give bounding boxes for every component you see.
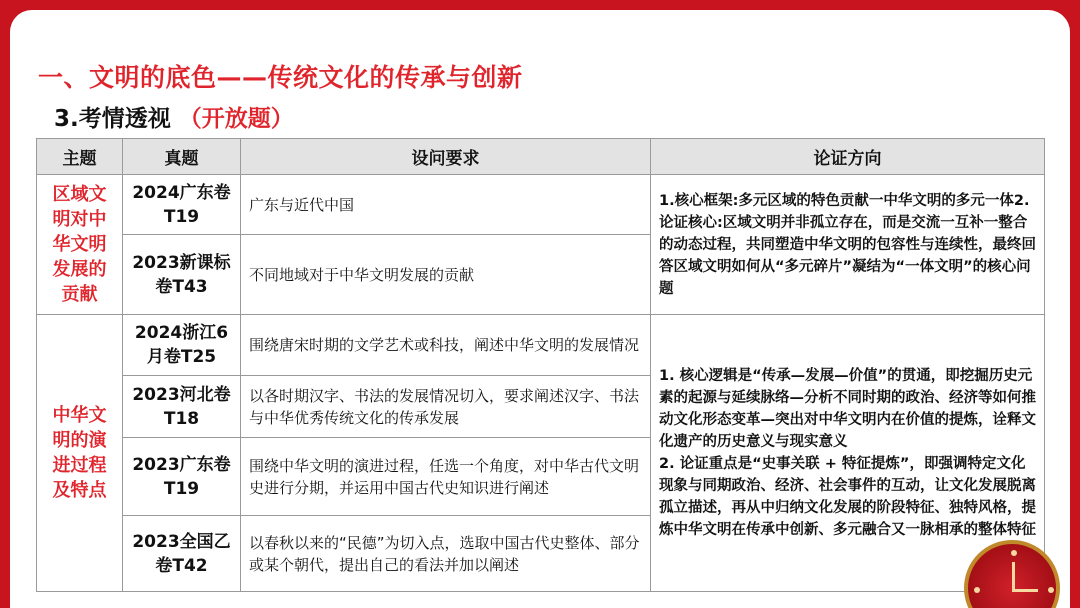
theme-cell: 区域文明对中华文明发展的贡献 bbox=[37, 175, 123, 315]
exam-cell: 2023全国乙卷T42 bbox=[123, 516, 241, 592]
exam-cell: 2024广东卷T19 bbox=[123, 175, 241, 235]
page-title: 一、文明的底色——传统文化的传承与创新 bbox=[38, 63, 523, 92]
header-exam: 真题 bbox=[123, 139, 241, 175]
direction-text: 1. 核心逻辑是“传承—发展—价值”的贯通，即挖掘历史元素的起源与延续脉络—分析不同时期的政治、经济等如何推动文化形态变革—突出对中华文明内在价值的提炼，诠释文化遗产的历史意义与现实意义 2. 论证重点是“史事关联 + 特征提炼”，即强调特定文化现象与同期政治、经济、社会事件的互动，让文化发展脱离孤立描述，再从中归纳文化发展的阶段特征、独特风格，提炼中华文明在传承中创新、多元融合又一脉相承的整体特征 bbox=[659, 368, 1036, 538]
clock-mark bbox=[1011, 550, 1017, 556]
header-direction: 论证方向 bbox=[651, 139, 1045, 175]
clock-mark bbox=[974, 587, 980, 593]
direction-cell: 1.核心框架:多元区域的特色贡献一中华文明的多元一体2.论证核心:区域文明并非孤立存在，而是交流一互补一整合的动态过程，共同塑造中华文明的包容性与连续性，最终回答区域文明如何从“多元碎片”凝结为“一体文明”的核心问题 bbox=[651, 175, 1045, 315]
exam-cell: 2024浙江6月卷T25 bbox=[123, 315, 241, 376]
requirement-cell: 广东与近代中国 bbox=[241, 175, 651, 235]
subtitle-main: 3.考情透视 bbox=[54, 106, 171, 132]
slide-canvas bbox=[10, 10, 1070, 608]
header-theme: 主题 bbox=[37, 139, 123, 175]
clock-minute-hand bbox=[1012, 589, 1038, 592]
exam-cell: 2023新课标卷T43 bbox=[123, 235, 241, 315]
subtitle-highlight: （开放题） bbox=[178, 106, 294, 132]
clock-mark bbox=[1048, 587, 1054, 593]
exam-cell: 2023广东卷T19 bbox=[123, 438, 241, 516]
header-requirement: 设问要求 bbox=[241, 139, 651, 175]
requirement-cell: 以春秋以来的“民德”为切入点，选取中国古代史整体、部分或某个朝代，提出自己的看法并加以阐述 bbox=[241, 516, 651, 592]
clock-hour-hand bbox=[1012, 562, 1015, 592]
exam-analysis-table bbox=[36, 138, 1045, 592]
table-row bbox=[37, 315, 1045, 376]
requirement-cell: 围绕中华文明的演进过程，任选一个角度，对中华古代文明史进行分期，并运用中国古代史知识进行阐述 bbox=[241, 438, 651, 516]
table-header-row bbox=[37, 139, 1045, 175]
theme-cell: 中华文明的演进过程及特点 bbox=[37, 315, 123, 592]
table-row bbox=[37, 175, 1045, 235]
exam-cell: 2023河北卷T18 bbox=[123, 376, 241, 438]
requirement-cell: 不同地域对于中华文明发展的贡献 bbox=[241, 235, 651, 315]
requirement-cell: 以各时期汉字、书法的发展情况切入，要求阐述汉字、书法与中华优秀传统文化的传承发展 bbox=[241, 376, 651, 438]
requirement-cell: 围绕唐宋时期的文学艺术或科技，阐述中华文明的发展情况 bbox=[241, 315, 651, 376]
section-subtitle bbox=[54, 100, 294, 133]
